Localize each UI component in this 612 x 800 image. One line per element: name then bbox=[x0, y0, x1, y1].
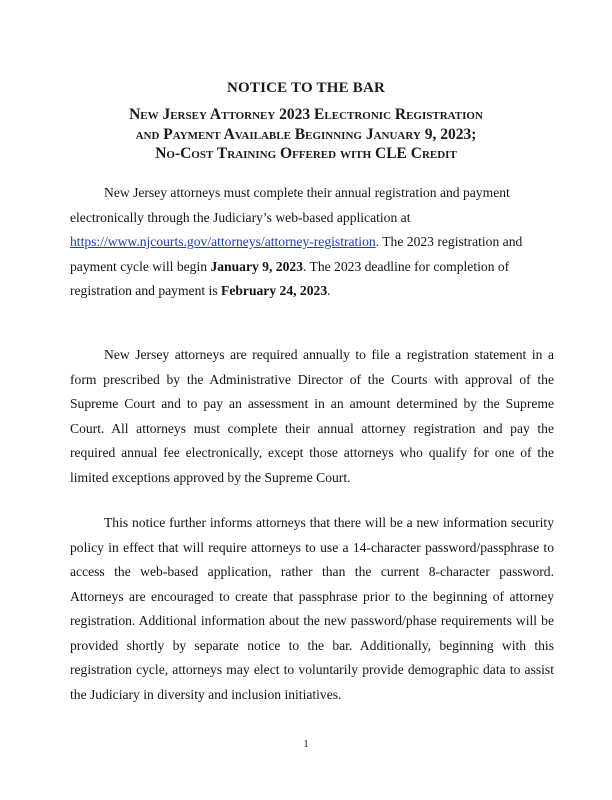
paragraph-2-text: New Jersey attorneys are required annually to file a registration statement in a form prescribed by the Administrative Director of the Courts with approval of the Supreme Court and to pay an assessment in an amount determined by the Supreme Court. All attorneys must complete their annual attorney registration and pay the required annual fee electronically, except those attorneys who qualify for one of the limited exceptions approved by the Supreme Court. bbox=[70, 347, 554, 485]
paragraph-3-text: This notice further informs attorneys that there will be a new information security policy in effect that will require attorneys to use a 14-character password/passphrase to access the web-based application, rather than the current 8-character password. Attorneys are encouraged to create that passphrase prior to the beginning of attorney registration. Additional information about the new password/phase requirements will be provided shortly by separate notice to the bar. Additionally, beginning with this registration cycle, attorneys may elect to voluntarily provide demographic data to assist the Judiciary in diversity and inclusion initiatives. bbox=[70, 515, 554, 702]
paragraph-security-policy bbox=[70, 511, 554, 707]
registration-deadline: February 24, 2023 bbox=[221, 283, 328, 298]
paragraph-1-text-a: New Jersey attorneys must complete their annual registration and payment electronically through the Judiciary’s web-based application at bbox=[70, 185, 510, 225]
paragraph-1-text-b: . The 2023 registration and payment cycle will begin bbox=[70, 234, 523, 274]
title-line-2: and Payment Available Beginning January 9, 2023; bbox=[135, 125, 477, 143]
page-number: 1 bbox=[303, 738, 309, 750]
paragraph-1-text-c: . The 2023 deadline for completion of registration and payment is bbox=[70, 258, 510, 298]
title-line-1: New Jersey Attorney 2023 Electronic Registration bbox=[129, 106, 483, 123]
title-line-3: No-Cost Training Offered with CLE Credit bbox=[155, 145, 457, 162]
notice-title bbox=[0, 105, 612, 164]
paragraph-requirements bbox=[70, 343, 554, 490]
attorney-registration-link[interactable]: https://www.njcourts.gov/attorneys/attorney-registration bbox=[70, 234, 376, 249]
paragraph-1-text-d: . bbox=[327, 283, 331, 298]
paragraph-registration-dates bbox=[70, 181, 554, 304]
registration-start-date: January 9, 2023 bbox=[210, 258, 303, 274]
notice-heading: NOTICE TO THE BAR bbox=[226, 80, 386, 96]
